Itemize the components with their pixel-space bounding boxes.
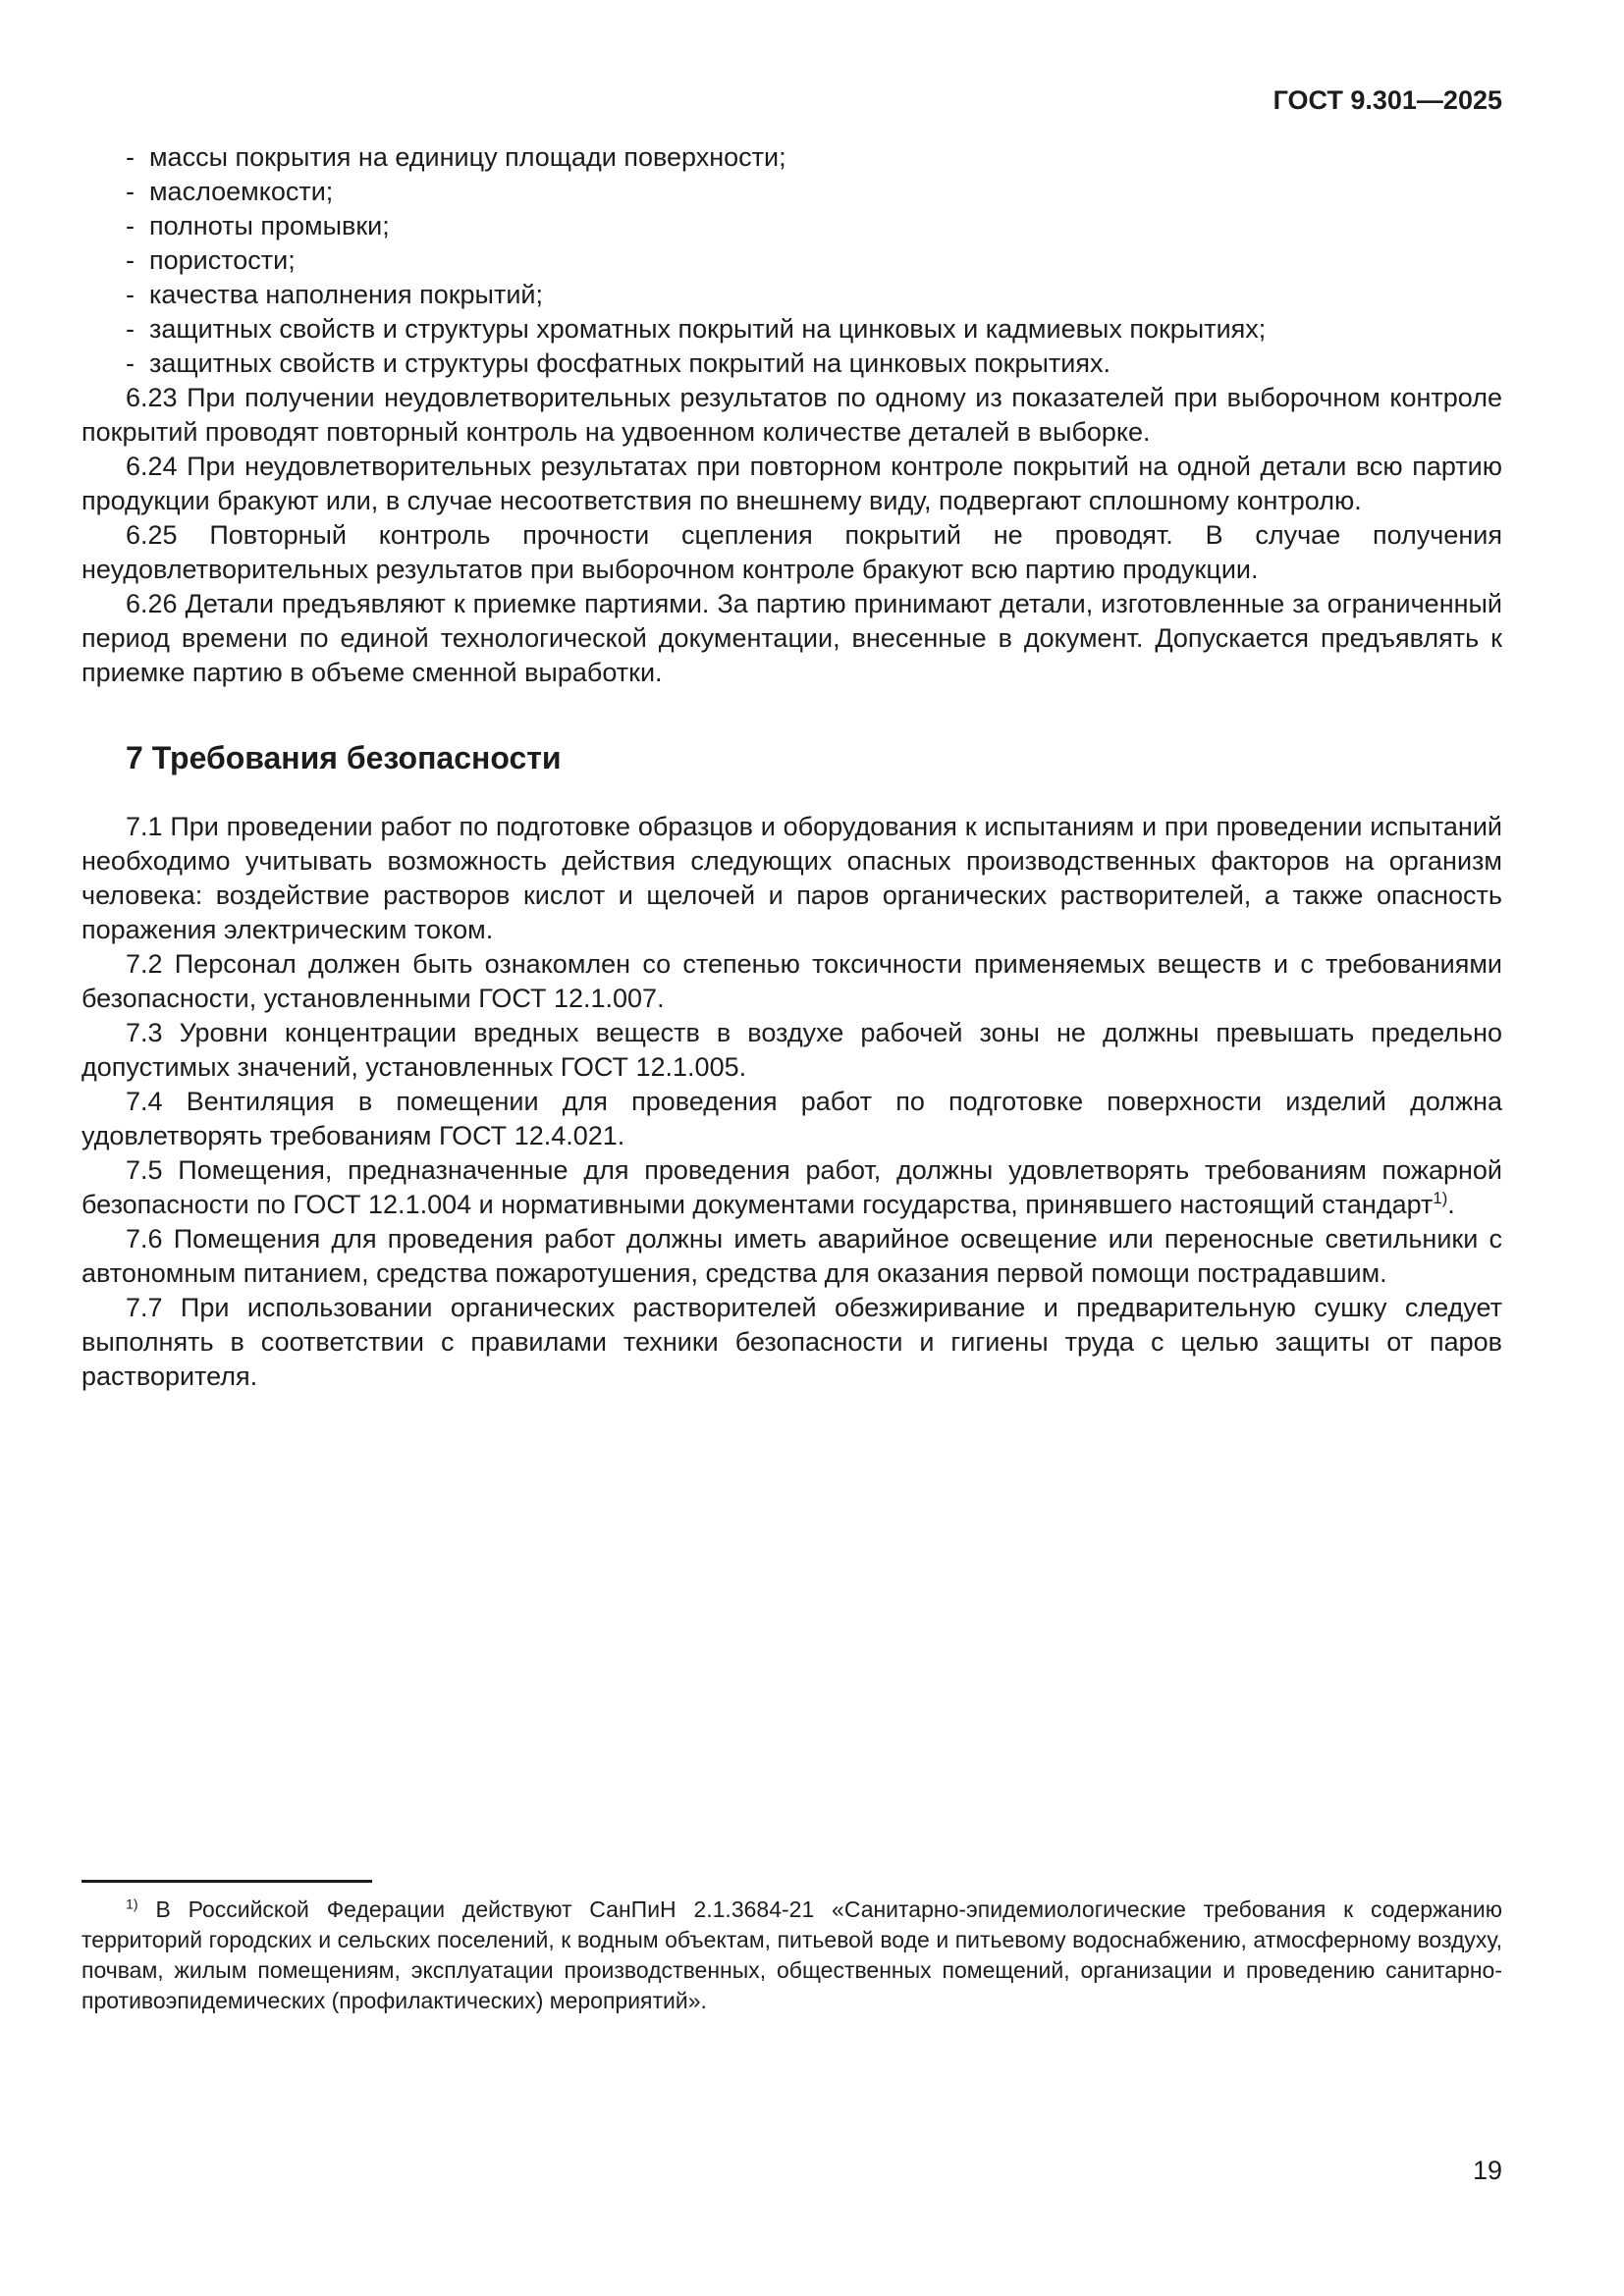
section7-body <box>81 810 1502 1394</box>
paragraph: 6.23 При получении неудовлетворительных результатов по одному из показателей при выборочном контроле покрытий проводят повторный контроль на удвоенном количестве деталей в выборке. <box>81 383 1502 447</box>
footnote-marker: 1) <box>126 1896 138 1913</box>
list-item: - массы покрытия на единицу площади поверхности; <box>126 142 786 172</box>
list-item: - защитных свойств и структуры хроматных покрытий на цинковых и кадмиевых покрытиях; <box>126 314 1267 344</box>
paragraph: 7.5 Помещения, предназначенные для проведения работ, должны удовлетворять требованиям пожарной безопасности по ГОСТ 12.1.004 и нормативными документами государства, принявшего настоящий стандарт$^{1)}$. <box>81 1155 1502 1219</box>
section7-heading: 7 Требования безопасности <box>126 740 562 775</box>
list-item: - защитных свойств и структуры фосфатных покрытий на цинковых покрытиях. <box>126 348 1110 378</box>
paragraph: 7.7 При использовании органических растворителей обезжиривание и предварительную сушку следует выполнять в соответствии с правилами техники безопасности и гигиены труда с целью защиты от паров растворителя. <box>81 1293 1502 1391</box>
paragraph: 7.4 Вентиляция в помещении для проведения работ по подготовке поверхности изделий должна удовлетворять требованиям ГОСТ 12.4.021. <box>81 1087 1502 1150</box>
section6-body <box>81 381 1502 690</box>
page-number: 19 <box>1472 2156 1502 2185</box>
paragraph: 6.25 Повторный контроль прочности сцепления покрытий не проводят. В случае получения неудовлетворительных результатов при выборочном контроле бракуют всю партию продукции. <box>81 520 1502 584</box>
footnote-ref: 1) <box>1433 1189 1448 1207</box>
document-content <box>81 140 1502 1394</box>
paragraph: 7.2 Персонал должен быть ознакомлен со степенью токсичности применяемых веществ и с требованиями безопасности, установленными ГОСТ 12.1.007. <box>81 949 1502 1013</box>
list-item: - качества наполнения покрытий; <box>126 280 543 309</box>
footnote-text: $^{1)}$ В Российской Федерации действуют СанПиН 2.1.3684-21 «Санитарно-эпидемиологические требования к содержанию территорий городских и сельских поселений, к водным объектам, питьевой воде и питьевому водоснабжению, атмосферному воздуху, почвам, жилым помещениям, эксплуатации производственных, общественных помещений, организации и проведению санитарно-противоэпидемических (профилактических) мероприятий». <box>81 1896 1502 2013</box>
footnote-block <box>81 1880 1502 2016</box>
page-header <box>81 84 1502 117</box>
paragraph: 7.1 При проведении работ по подготовке образцов и оборудования к испытаниям и при проведении испытаний необходимо учитывать возможность действия следующих опасных производственных факторов на организм человека: воздействие растворов кислот и щелочей и паров органических растворителей, а также опасность поражения электрическим током. <box>81 812 1502 944</box>
requirements-list <box>81 140 1502 381</box>
list-item: - пористости; <box>126 245 296 275</box>
paragraph: 6.26 Детали предъявляют к приемке партиями. За партию принимают детали, изготовленные за ограниченный период времени по единой технологической документации, внесенные в документ. Допускается предъявлять к приемке партию в объеме сменной выработки. <box>81 589 1502 687</box>
paragraph: 7.6 Помещения для проведения работ должны иметь аварийное освещение или переносные светильники с автономным питанием, средства пожаротушения, средства для оказания первой помощи пострадавшим. <box>81 1224 1502 1288</box>
footnote-divider <box>81 1880 372 1883</box>
list-item: - полноты промывки; <box>126 211 390 240</box>
paragraph: 7.3 Уровни концентрации вредных веществ в воздухе рабочей зоны не должны превышать предельно допустимых значений, установленных ГОСТ 12.1.005. <box>81 1018 1502 1082</box>
paragraph: 6.24 При неудовлетворительных результатах при повторном контроле покрытий на одной детали всю партию продукции бракуют или, в случае несоответствия по внешнему виду, подвергают сплошному контролю. <box>81 452 1502 515</box>
list-item: - маслоемкости; <box>126 177 334 206</box>
document-number: ГОСТ 9.301—2025 <box>1272 85 1502 115</box>
